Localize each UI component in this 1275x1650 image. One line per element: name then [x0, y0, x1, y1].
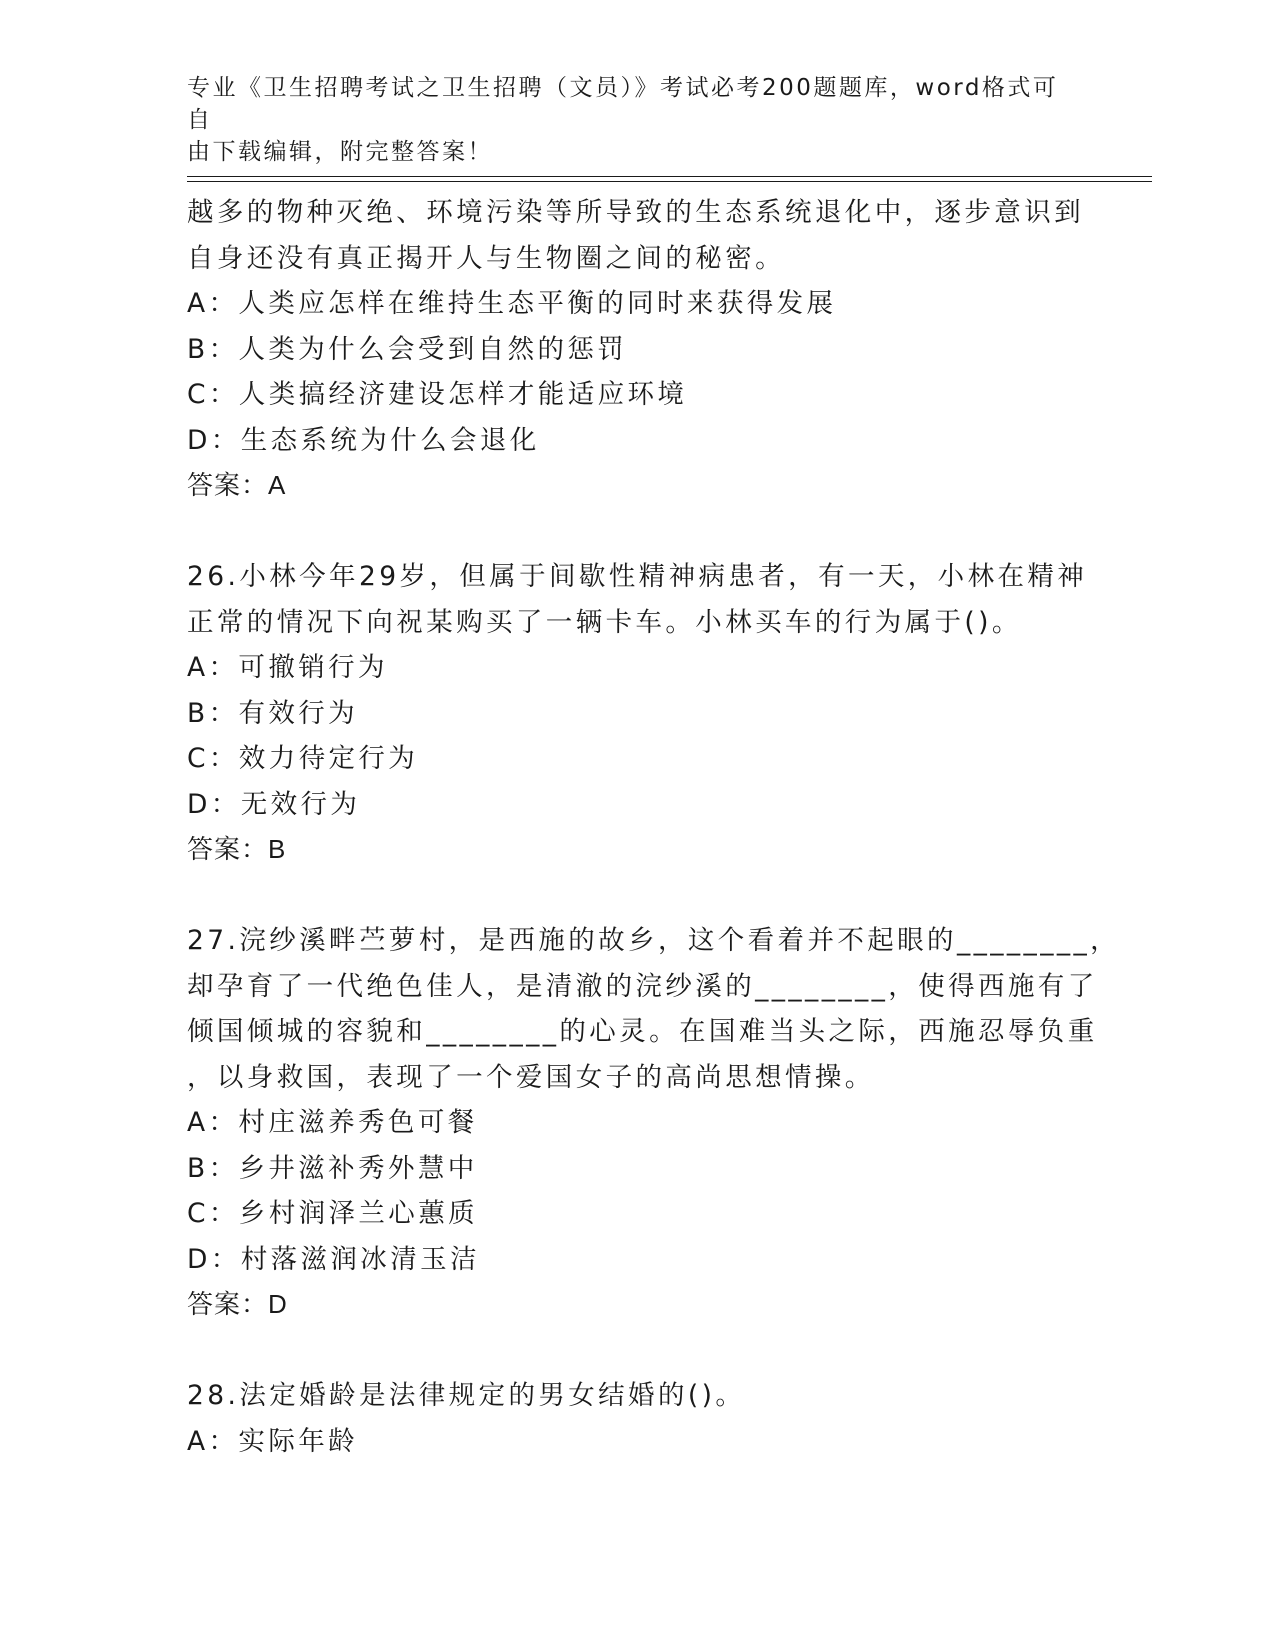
answer-line: 答案：D — [187, 1289, 288, 1319]
spacer — [187, 873, 1087, 919]
question-27 — [187, 918, 1121, 1328]
question-stem-line: 倾国倾城的容貌和________的心灵。在国难当头之际，西施忍辱负重 — [187, 1016, 1098, 1047]
question-28 — [187, 1373, 1087, 1464]
option-a: A：可撤销行为 — [187, 652, 388, 683]
option-a: A：人类应怎样在维持生态平衡的同时来获得发展 — [187, 288, 837, 319]
question-stem-line: ，以身救国，表现了一个爱国女子的高尚思想情操。 — [187, 1061, 875, 1093]
option-d: D：生态系统为什么会退化 — [187, 424, 540, 456]
option-c: C：乡村润泽兰心蕙质 — [187, 1198, 479, 1229]
option-b: B：乡井滋补秀外慧中 — [187, 1152, 478, 1184]
spacer — [187, 509, 1087, 555]
option-d: D：村落滋润冰清玉洁 — [187, 1243, 480, 1275]
option-a: A：村庄滋养秀色可餐 — [187, 1107, 478, 1138]
question-stem-line: 28.法定婚龄是法律规定的男女结婚的()。 — [187, 1380, 746, 1411]
question-25 — [187, 190, 1087, 509]
question-stem-line: 越多的物种灭绝、环境污染等所导致的生态系统退化中，逐步意识到 — [187, 197, 1084, 228]
header-divider-bottom — [187, 181, 1152, 182]
question-stem-line: 却孕育了一代绝色佳人，是清澈的浣纱溪的________，使得西施有了 — [187, 970, 1098, 1002]
header-line-2: 由下载编辑，附完整答案！ — [187, 139, 493, 165]
question-stem-line: 26.小林今年29岁，但属于间歇性精神病患者，有一天，小林在精神 — [187, 561, 1088, 592]
option-b: B：人类为什么会受到自然的惩罚 — [187, 333, 628, 365]
question-stem-line: 正常的情况下向祝某购买了一辆卡车。小林买车的行为属于()。 — [187, 606, 1022, 638]
option-c: C：人类搞经济建设怎样才能适应环境 — [187, 379, 688, 410]
question-stem-line: 自身还没有真正揭开人与生物圈之间的秘密。 — [187, 242, 785, 274]
question-stem-line: 27.浣纱溪畔苎萝村，是西施的故乡，这个看着并不起眼的________， — [187, 925, 1121, 956]
document-header — [187, 72, 1067, 168]
option-c: C：效力待定行为 — [187, 743, 419, 774]
question-26 — [187, 554, 1087, 873]
header-line-1: 专业《卫生招聘考试之卫生招聘（文员）》考试必考200题题库，word格式可自 — [187, 75, 1059, 133]
option-b: B：有效行为 — [187, 697, 359, 729]
header-divider-top — [187, 176, 1152, 177]
spacer — [187, 1328, 1087, 1374]
answer-line: 答案：B — [187, 834, 287, 864]
option-a: A：实际年龄 — [187, 1425, 359, 1457]
option-d: D：无效行为 — [187, 788, 361, 820]
answer-line: 答案：A — [187, 470, 287, 500]
question-content — [187, 190, 1121, 1464]
